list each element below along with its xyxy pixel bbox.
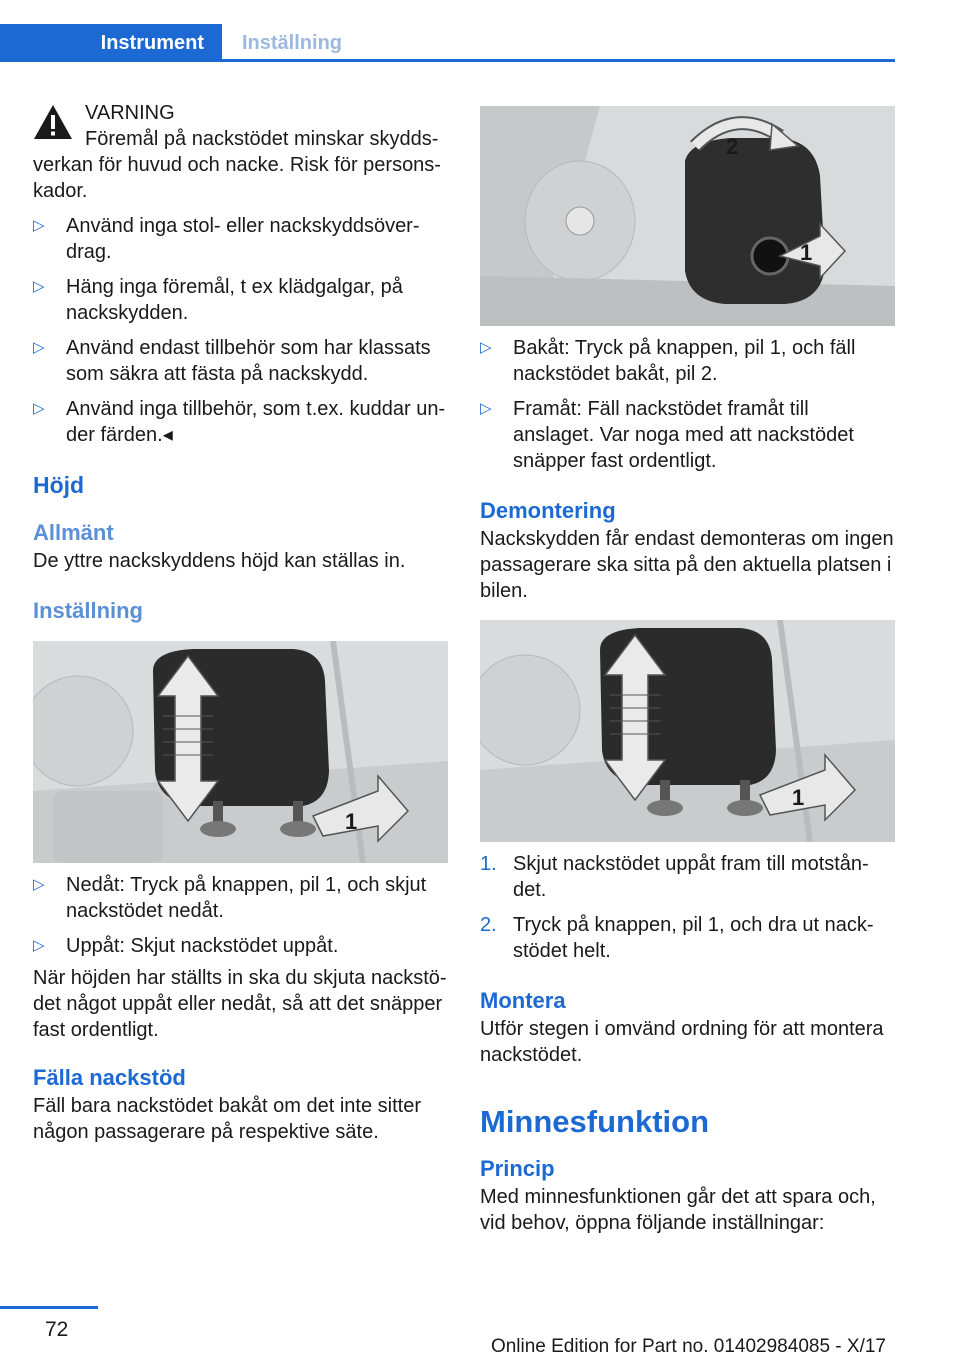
list-item: 2. Tryck på knappen, pil 1, och dra ut nack-stödet helt. <box>480 914 874 962</box>
falla-text: Fäll bara nackstödet bakåt om det inte sitter någon passagerare på respektive säte. <box>33 1095 421 1143</box>
installning-list <box>33 872 448 959</box>
heading-installning: Inställning <box>33 598 143 623</box>
triangle-right-icon: ▷ <box>33 400 45 417</box>
figure-headrest-fold <box>480 106 895 326</box>
fold-list <box>480 335 895 474</box>
tab-instrument[interactable]: Instrument <box>0 24 222 62</box>
left-column <box>33 100 448 1145</box>
figure-headrest-height <box>33 641 448 863</box>
figure-label-1: 1 <box>800 240 813 265</box>
right-column <box>480 106 895 1236</box>
list-item: ▷ Nedåt: Tryck på knappen, pil 1, och skjut nackstödet nedåt. <box>33 874 427 922</box>
footer-rule <box>0 1306 98 1309</box>
headrest-height-illustration <box>33 641 448 863</box>
installning-text: När höjden har ställts in ska du skjuta nackstö-det något uppåt eller nedåt, så att det snäpper fast ordentligt. <box>33 967 447 1041</box>
montera-text: Utför stegen i omvänd ordning för att montera nackstödet. <box>480 1018 884 1066</box>
headrest-fold-illustration <box>480 106 895 326</box>
warning-text: Föremål på nackstödet minskar skydds-verkan för huvud och nacke. Risk för persons-kador. <box>33 128 441 202</box>
triangle-right-icon: ▷ <box>33 217 45 234</box>
heading-princip: Princip <box>480 1156 555 1181</box>
demontering-text: Nackskydden får endast demonteras om ingen passagerare ska sitta på den aktuella platsen i bilen. <box>480 528 894 602</box>
heading-hojd: Höjd <box>33 472 85 498</box>
triangle-right-icon: ▷ <box>33 278 45 295</box>
figure-label-1: 1 <box>345 809 358 834</box>
figure-label-2: 2 <box>726 134 739 159</box>
triangle-right-icon: ▷ <box>480 339 492 356</box>
warning-triangle-icon <box>33 104 73 140</box>
heading-falla: Fälla nackstöd <box>33 1065 186 1090</box>
list-item: 1. Skjut nackstödet uppåt fram till motstån-det. <box>480 853 869 901</box>
page-number: 72 <box>45 1318 69 1341</box>
list-item: ▷ Använd inga tillbehör, som t.ex. kuddar un-der färden.◂ <box>33 398 446 446</box>
list-item: ▷ Häng inga föremål, t ex klädgalgar, på nackskydden. <box>33 276 403 324</box>
princip-text: Med minnesfunktionen går det att spara och, vid behov, öppna följande inställningar: <box>480 1186 876 1234</box>
tab-installning[interactable]: Inställning <box>242 31 342 54</box>
warning-title: VARNING <box>85 102 175 124</box>
list-item: ▷ Uppåt: Skjut nackstödet uppåt. <box>33 935 339 957</box>
heading-allmant: Allmänt <box>33 520 114 545</box>
triangle-right-icon: ▷ <box>33 339 45 356</box>
heading-minnesfunktion: Minnesfunktion <box>480 1104 710 1139</box>
list-item: ▷ Använd endast tillbehör som har klassats som säkra att fästa på nackskydd. <box>33 337 431 385</box>
figure-label-1: 1 <box>792 785 805 810</box>
triangle-right-icon: ▷ <box>480 400 492 417</box>
edition-text: Online Edition for Part no. 01402984085 - X/17 <box>490 1336 886 1357</box>
warning-block <box>33 100 448 204</box>
headrest-remove-illustration <box>480 620 895 842</box>
heading-montera: Montera <box>480 988 566 1013</box>
warning-list <box>33 213 448 448</box>
triangle-right-icon: ▷ <box>33 876 45 893</box>
demontering-steps <box>480 851 895 964</box>
list-item: ▷ Använd inga stol- eller nackskyddsöver-drag. <box>33 215 420 263</box>
header-rule <box>0 59 895 62</box>
heading-demontering: Demontering <box>480 498 616 523</box>
allmant-text: De yttre nackskyddens höjd kan ställas in. <box>33 550 406 572</box>
header-tabs <box>0 24 895 62</box>
list-item: ▷ Bakåt: Tryck på knappen, pil 1, och fäll nackstödet bakåt, pil 2. <box>480 337 856 385</box>
triangle-right-icon: ▷ <box>33 937 45 954</box>
figure-headrest-remove <box>480 620 895 842</box>
list-item: ▷ Framåt: Fäll nackstödet framåt till anslaget. Var noga med att nackstödet snäpper fast ordentligt. <box>480 398 854 472</box>
